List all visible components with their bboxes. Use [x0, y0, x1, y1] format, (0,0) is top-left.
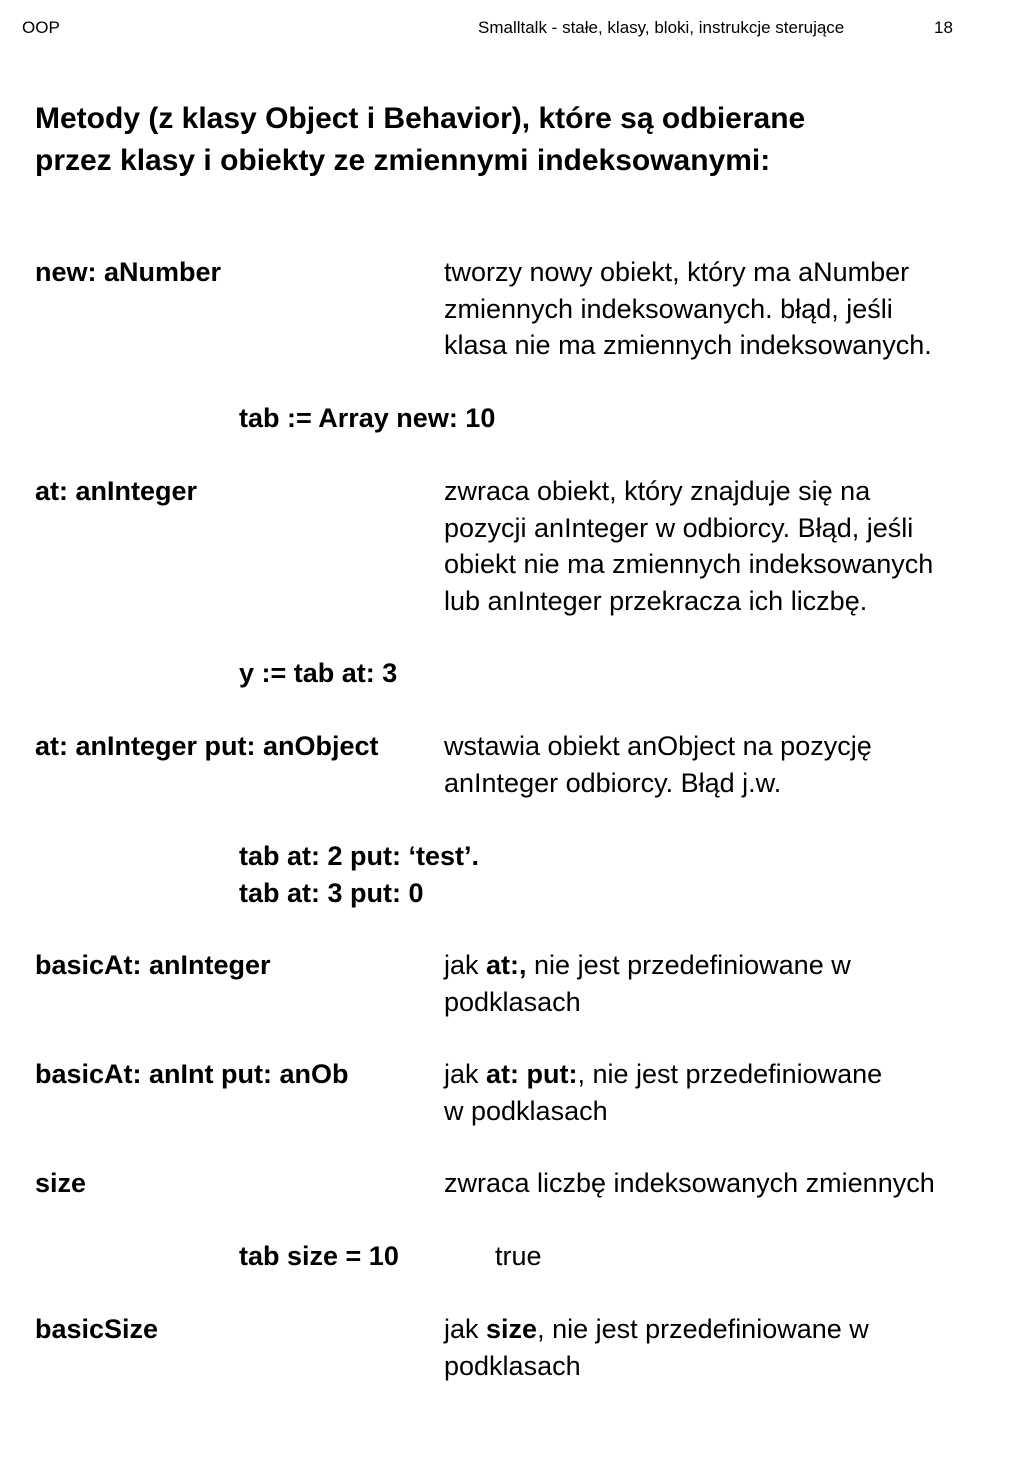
method-term-basic-at-put: basicAt: anInt put: anOb [35, 1059, 349, 1089]
code-line: tab at: 3 put: 0 [239, 877, 424, 908]
desc-text: , nie jest przedefiniowane [577, 1059, 883, 1089]
method-desc-new [444, 254, 932, 364]
desc-text: nie jest przedefiniowane w [526, 950, 851, 980]
desc-text: , nie jest przedefiniowane w [537, 1314, 869, 1344]
desc-line: podklasach [444, 986, 581, 1017]
desc-line: lub anInteger przekracza ich liczbę. [444, 585, 868, 616]
method-term-basic-size: basicSize [35, 1314, 159, 1344]
page-title-line-2: przez klasy i obiekty ze zmiennymi indeksowanymi: [35, 144, 771, 177]
desc-line: w podklasach [444, 1095, 608, 1126]
desc-text: jak [444, 1314, 487, 1344]
method-term-at: at: anInteger [35, 476, 198, 506]
method-term-at-put: at: anInteger put: anObject [35, 731, 379, 761]
desc-keyword: size [486, 1314, 538, 1344]
desc-keyword: at:, [486, 950, 527, 980]
method-term-size: size [35, 1168, 87, 1198]
page-title [35, 98, 805, 182]
method-term-new: new: aNumber [35, 257, 222, 287]
desc-line: anInteger odbiorcy. Błąd j.w. [444, 767, 782, 798]
desc-text: jak [444, 1059, 487, 1089]
header-course-label: OOP [22, 18, 60, 37]
method-desc-at [444, 473, 933, 619]
method-desc-basic-at-put [444, 1056, 882, 1129]
code-result-size: true [495, 1241, 542, 1271]
code-line: tab at: 2 put: ‘test’. [239, 841, 480, 871]
desc-line: zmiennych indeksowanych. błąd, jeśli [444, 293, 893, 324]
page-title-line-1: Metody (z klasy Object i Behavior), które są odbierane [35, 102, 806, 135]
desc-line: tworzy nowy obiekt, który ma aNumber [444, 257, 910, 287]
desc-text: jak [444, 950, 487, 980]
code-example-new: tab := Array new: 10 [239, 403, 496, 433]
desc-line: obiekt nie ma zmiennych indeksowanych [444, 549, 934, 579]
page-number: 18 [934, 18, 953, 37]
desc-line [444, 947, 851, 984]
desc-line [444, 1056, 882, 1093]
method-desc-basic-size [444, 1311, 869, 1384]
desc-line: podklasach [444, 1350, 581, 1381]
method-desc-basic-at [444, 947, 851, 1020]
header-topic-label: Smalltalk - stałe, klasy, bloki, instrukcje sterujące [478, 18, 845, 37]
code-example-at-put [239, 838, 479, 911]
desc-line: wstawia obiekt anObject na pozycję [444, 731, 872, 761]
code-example-at: y := tab at: 3 [239, 658, 398, 688]
desc-line: pozycji anInteger w odbiorcy. Błąd, jeśli [444, 512, 914, 543]
desc-keyword: at: put: [486, 1059, 578, 1089]
code-example-size: tab size = 10 [239, 1241, 399, 1271]
desc-line [444, 1311, 869, 1348]
method-desc-size: zwraca liczbę indeksowanych zmiennych [444, 1168, 935, 1198]
method-desc-at-put [444, 728, 872, 801]
method-term-basic-at: basicAt: anInteger [35, 950, 271, 980]
desc-line: klasa nie ma zmiennych indeksowanych. [444, 330, 932, 360]
desc-line: zwraca obiekt, który znajduje się na [444, 476, 871, 506]
